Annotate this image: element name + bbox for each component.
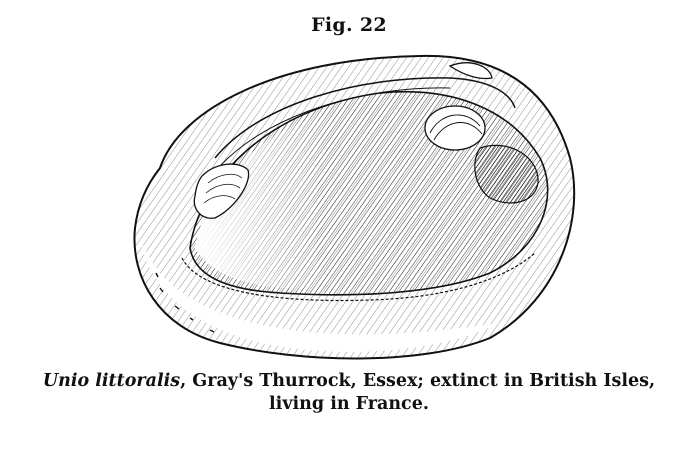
caption-species: Unio littoralis <box>42 371 181 391</box>
figure-label: Fig. 22 <box>311 14 387 36</box>
figure-caption <box>0 370 698 416</box>
caption-line-2: living in France. <box>269 394 429 414</box>
shell-illustration <box>120 48 590 366</box>
caption-locality: , Gray's Thurrock, Essex; extinct in British Isles, <box>180 371 656 391</box>
caption-line-1 <box>0 370 698 393</box>
